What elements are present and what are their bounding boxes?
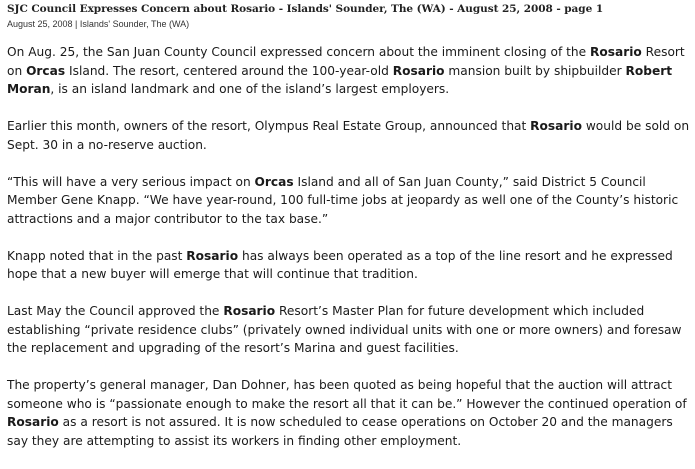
highlighted-term: Rosario <box>590 45 642 59</box>
article-paragraph <box>7 247 691 284</box>
paragraph-text: On Aug. 25, the San Juan County Council expressed concern about the imminent closing of the <box>7 45 590 59</box>
paragraph-text: would be sold on Sept. 30 in a no-reserve auction. <box>7 119 690 152</box>
article-paragraph <box>7 173 691 229</box>
paragraph-text: Last May the Council approved the <box>7 304 224 318</box>
article-meta: August 25, 2008 | Islands' Sounder, The (WA) <box>7 19 190 29</box>
highlighted-term: Rosario <box>7 415 59 429</box>
paragraph-text: mansion built by shipbuilder <box>444 63 626 78</box>
paragraph-text: Island. The resort, centered around the 100-year-old <box>65 63 393 78</box>
paragraph-text: , is an island landmark and one of the island’s largest employers. <box>50 82 450 96</box>
paragraph-text: has always been operated as a top of the line resort and he expressed hope that a new buyer will emerge that will continue that tradition. <box>7 248 673 281</box>
article-title: SJC Council Expresses Concern about Rosario - Islands' Sounder, The (WA) - August 25, 2008 - page 1 <box>7 3 604 15</box>
paragraph-text: as a resort is not assured. It is now scheduled to cease operations on October 20 and the managers say they are attempting to assist its workers in finding other employment. <box>7 415 673 448</box>
article-body <box>7 43 691 469</box>
article-paragraph <box>7 117 691 154</box>
paragraph-text: The property’s general manager, Dan Dohner, has been quoted as being hopeful that the auction will attract someone who is “passionate enough to make the resort all that it can be.” However the continued operation of <box>7 378 687 411</box>
paragraph-text: Resort on <box>7 45 685 78</box>
article-paragraph <box>7 43 691 99</box>
article-paragraph <box>7 302 691 358</box>
paragraph-text: “This will have a very serious impact on <box>7 174 255 189</box>
paragraph-text: Knapp noted that in the past <box>7 248 187 263</box>
highlighted-term: Rosario <box>392 63 445 78</box>
paragraph-text: Island and all of San Juan County,” said District 5 Council Member Gene Knapp. “We have year-round, 100 full-time jobs at jeopardy as well one of the County’s historic attractions and a major contributor to the tax base.” <box>7 174 679 226</box>
highlighted-term: Orcas <box>26 63 66 78</box>
highlighted-term: Rosario <box>186 248 239 263</box>
article-paragraph <box>7 376 691 450</box>
paragraph-text: Resort’s Master Plan for future development which included establishing “private residence clubs” (privately owned individual units with one or more owners) and foresaw the replacement and upgrading of the resort’s Marina and guest facilities. <box>7 304 682 355</box>
highlighted-term: Orcas <box>254 174 294 189</box>
paragraph-text: Earlier this month, owners of the resort, Olympus Real Estate Group, announced that <box>7 119 531 133</box>
highlighted-term: Robert Moran <box>7 63 673 96</box>
article-header <box>7 2 689 30</box>
highlighted-term: Rosario <box>223 304 276 318</box>
highlighted-term: Rosario <box>530 119 582 133</box>
